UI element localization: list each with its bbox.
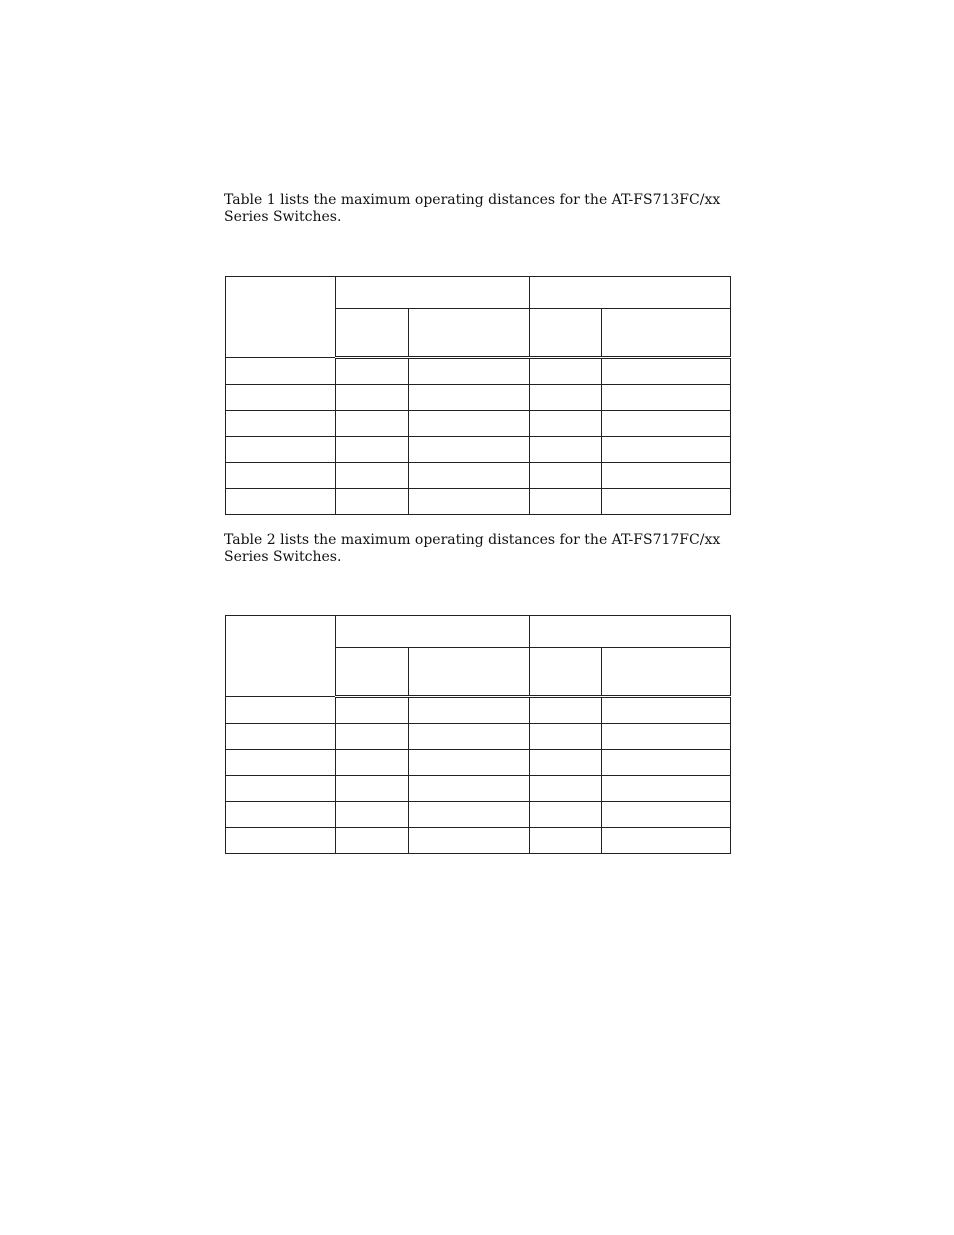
table-cell xyxy=(336,358,409,385)
table-cell xyxy=(226,489,336,515)
table-cell xyxy=(226,697,336,724)
table-cell xyxy=(409,802,530,828)
table-cell xyxy=(336,828,409,854)
table-cell xyxy=(336,437,409,463)
subheader-cell xyxy=(530,648,602,697)
subheader-cell xyxy=(409,648,530,697)
table-cell xyxy=(602,776,731,802)
table-row xyxy=(226,802,731,828)
header-group-cell xyxy=(530,616,731,648)
table-cell xyxy=(226,724,336,750)
table-cell xyxy=(530,411,602,437)
header-cell xyxy=(226,277,336,358)
table-cell xyxy=(530,724,602,750)
table-cell xyxy=(602,802,731,828)
table-cell xyxy=(226,750,336,776)
header-group-cell xyxy=(336,616,530,648)
table-cell xyxy=(602,750,731,776)
table-cell xyxy=(226,828,336,854)
header-group-cell xyxy=(336,277,530,309)
table-cell xyxy=(530,697,602,724)
table-cell xyxy=(602,489,731,515)
table-row xyxy=(226,697,731,724)
table-row xyxy=(226,358,731,385)
table-cell xyxy=(336,463,409,489)
table-cell xyxy=(530,802,602,828)
table-cell xyxy=(530,776,602,802)
table-cell xyxy=(336,411,409,437)
table-cell xyxy=(336,489,409,515)
table-cell xyxy=(602,385,731,411)
table-cell xyxy=(409,385,530,411)
table-cell xyxy=(530,437,602,463)
subheader-cell xyxy=(602,309,731,358)
table-cell xyxy=(602,358,731,385)
table-cell xyxy=(602,828,731,854)
table-row xyxy=(226,724,731,750)
subheader-cell xyxy=(336,648,409,697)
table-cell xyxy=(409,828,530,854)
table-cell xyxy=(336,776,409,802)
table-cell xyxy=(602,411,731,437)
table-cell xyxy=(336,750,409,776)
table-cell xyxy=(336,724,409,750)
table-cell xyxy=(336,697,409,724)
subheader-cell xyxy=(336,309,409,358)
subheader-cell xyxy=(602,648,731,697)
table-cell xyxy=(409,697,530,724)
subheader-cell xyxy=(530,309,602,358)
table-cell xyxy=(602,724,731,750)
table-cell xyxy=(530,750,602,776)
table-row xyxy=(226,463,731,489)
table-cell xyxy=(226,463,336,489)
table-cell xyxy=(530,828,602,854)
table-row xyxy=(226,776,731,802)
table-cell xyxy=(226,437,336,463)
table-cell xyxy=(530,489,602,515)
table-cell xyxy=(409,724,530,750)
table1-intro-paragraph: Table 1 lists the maximum operating distances for the AT-FS713FC/xx Series Switches. xyxy=(224,192,721,225)
table-row xyxy=(226,437,731,463)
table-cell xyxy=(409,437,530,463)
table-cell xyxy=(409,358,530,385)
header-cell xyxy=(226,616,336,697)
table-cell xyxy=(226,411,336,437)
table-header-row xyxy=(226,616,731,648)
table-cell xyxy=(602,697,731,724)
table-cell xyxy=(336,385,409,411)
table-cell xyxy=(336,802,409,828)
table-cell xyxy=(602,463,731,489)
table-header-row xyxy=(226,277,731,309)
table-row xyxy=(226,750,731,776)
table-cell xyxy=(602,437,731,463)
table-row xyxy=(226,828,731,854)
table-cell xyxy=(530,463,602,489)
table-cell xyxy=(409,750,530,776)
table-cell xyxy=(226,802,336,828)
table-cell xyxy=(409,463,530,489)
table-cell xyxy=(530,358,602,385)
table2-intro-paragraph: Table 2 lists the maximum operating distances for the AT-FS717FC/xx Series Switches. xyxy=(224,532,721,565)
table-cell xyxy=(226,385,336,411)
table-cell xyxy=(409,411,530,437)
table-cell xyxy=(530,385,602,411)
header-group-cell xyxy=(530,277,731,309)
table-cell xyxy=(226,776,336,802)
distance-table-1 xyxy=(225,276,731,515)
table-row xyxy=(226,411,731,437)
subheader-cell xyxy=(409,309,530,358)
table-cell xyxy=(226,358,336,385)
table-row xyxy=(226,385,731,411)
table-cell xyxy=(409,776,530,802)
table-cell xyxy=(409,489,530,515)
distance-table-2 xyxy=(225,615,731,854)
table-row xyxy=(226,489,731,515)
